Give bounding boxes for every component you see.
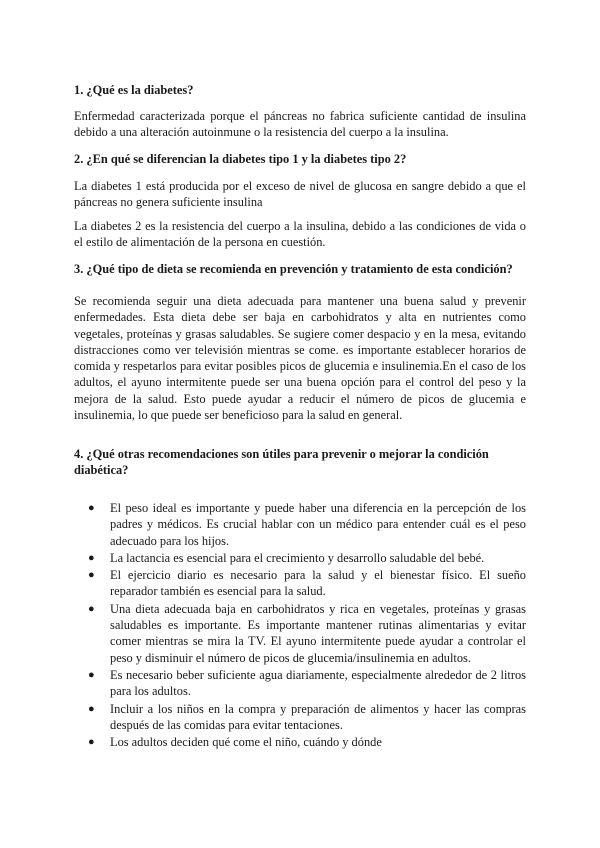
bullet-icon: ● (88, 736, 95, 749)
question-3-answer: Se recomienda seguir una dieta adecuada para mantener una buena salud y prevenir enfermedades. Esta dieta debe ser baja en carbohidratos y alta en nutrientes como vegetales, proteínas y grasas saludables. Se sugiere comer despacio y en la mesa, evitando distracciones como ver televisión mientras se come. es importante establecer horarios de comida y respetarlos para evitar posibles picos de glucemia e insulinemia.En el caso de los adultos, el ayuno intermitente puede ser una buena opción para el control del peso y la mejora de la salud. Esto puede ayudar a reducir el número de picos de glucemia e insulinemia, lo que puede ser beneficioso para la salud en general. (74, 294, 526, 423)
list-item: ● El peso ideal es importante y puede haber una diferencia en la percepción de los padres y médicos. Es crucial hablar con un médico para entender cuál es el peso adecuado para los hijos. (88, 501, 526, 548)
recommendations-list (74, 500, 526, 751)
bullet-icon: ● (88, 551, 95, 564)
list-item: ● La lactancia es esencial para el crecimiento y desarrollo saludable del bebé. (88, 550, 485, 565)
question-1-heading: 1. ¿Qué es la diabetes? (74, 83, 194, 97)
question-2-heading: 2. ¿En qué se diferencian la diabetes tipo 1 y la diabetes tipo 2? (74, 152, 407, 166)
question-2-answer-type1: La diabetes 1 está producida por el exceso de nivel de glucosa en sangre debido a que el páncreas no genera suficiente insulina (74, 179, 526, 210)
bullet-icon: ● (88, 602, 95, 615)
bullet-icon: ● (88, 502, 95, 514)
list-item: ● Es necesario beber suficiente agua diariamente, especialmente alrededor de 2 litros para los adultos. (88, 667, 526, 699)
question-1-answer: Enfermedad caracterizada porque el páncreas no fabrica suficiente cantidad de insulina debido a una alteración autoinmune o la resistencia del cuerpo a la insulina. (74, 109, 526, 140)
list-item: ● Los adultos deciden qué come el niño, cuándo y dónde (88, 735, 382, 750)
question-2-answer-type2: La diabetes 2 es la resistencia del cuerpo a la insulina, debido a las condiciones de vida o el estilo de alimentación de la persona en cuestión. (74, 219, 526, 250)
bullet-icon: ● (88, 569, 95, 582)
list-item: ● El ejercicio diario es necesario para la salud y el bienestar físico. El sueño reparador también es esencial para la salud. (88, 568, 526, 599)
list-item: ● Una dieta adecuada baja en carbohidratos y rica en vegetales, proteínas y grasas saludables es importante. Es importante mantener rutinas alimentarias y evitar comer mientras se mira la TV. El ayuno intermitente puede ayudar a controlar el peso y disminuir el número de picos de glucemia/insulinemia en adultos. (88, 601, 526, 665)
question-3-heading: 3. ¿Qué tipo de dieta se recomienda en prevención y tratamiento de esta condición? (74, 262, 513, 276)
bullet-icon: ● (88, 668, 95, 681)
question-4-heading: 4. ¿Qué otras recomendaciones son útiles para prevenir o mejorar la condición diabética? (74, 447, 489, 477)
bullet-icon: ● (88, 702, 95, 715)
list-item: ● Incluir a los niños en la compra y preparación de alimentos y hacer las compras después de las comidas para evitar tentaciones. (88, 701, 526, 732)
